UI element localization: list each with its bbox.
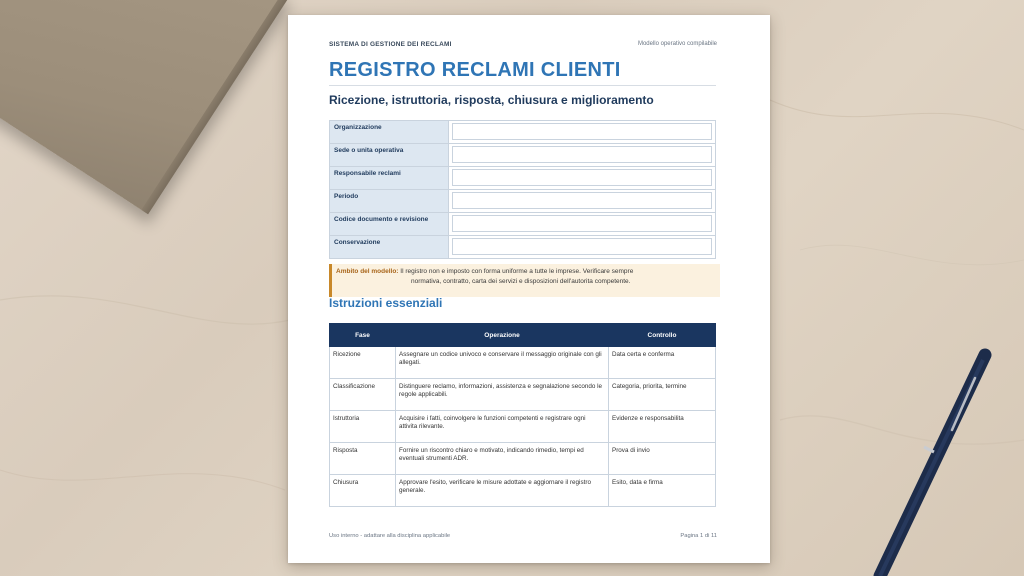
cell-operazione: Acquisire i fatti, coinvolgere le funzioni competenti e registrare ogni attivita rilevante. (396, 411, 609, 443)
form-row (330, 190, 716, 213)
footer-page-number: Pagina 1 di 11 (680, 533, 717, 539)
form-label: Organizzazione (330, 121, 449, 144)
section-title: Istruzioni essenziali (329, 296, 443, 310)
footer-usage-note: Uso interno - adattare alla disciplina applicabile (329, 533, 451, 539)
cell-fase: Chiusura (330, 475, 396, 507)
title-divider (329, 85, 716, 86)
cell-fase: Classificazione (330, 379, 396, 411)
cell-operazione: Fornire un riscontro chiaro e motivato, indicando rimedio, tempi ed eventuali strumenti ADR. (396, 443, 609, 475)
column-header-controllo: Controllo (609, 324, 716, 347)
cell-controllo: Evidenze e responsabilita (609, 411, 716, 443)
notebook-edge (141, 0, 289, 214)
cell-controllo: Prova di invio (609, 443, 716, 475)
document-title: REGISTRO RECLAMI CLIENTI (329, 59, 621, 81)
form-label: Periodo (330, 190, 449, 213)
document-page (288, 15, 770, 563)
table-row (330, 347, 716, 379)
document-subtitle: Ricezione, istruttoria, risposta, chiusura e miglioramento (329, 93, 654, 107)
pen-body (880, 355, 985, 576)
header-system-name: SISTEMA DI GESTIONE DEI RECLAMI (329, 41, 452, 48)
cell-controllo: Data certa e conferma (609, 347, 716, 379)
header-model-type: Modello operativo compilabile (637, 41, 717, 47)
cell-controllo: Esito, data e firma (609, 475, 716, 507)
form-row (330, 121, 716, 144)
conservazione-field[interactable] (452, 238, 712, 255)
table-row (330, 379, 716, 411)
scope-note (329, 264, 720, 297)
form-label: Conservazione (330, 236, 449, 259)
cell-controllo: Categoria, priorita, termine (609, 379, 716, 411)
cell-operazione: Distinguere reclamo, informazioni, assistenza e segnalazione secondo le regole applicabili. (396, 379, 609, 411)
form-label: Responsabile reclami (330, 167, 449, 190)
notebook (0, 0, 290, 214)
note-text-line1: Il registro non e imposto con forma uniforme a tutte le imprese. Verificare sempre (400, 268, 634, 275)
table-row (330, 475, 716, 507)
responsabile-field[interactable] (452, 169, 712, 186)
sede-field[interactable] (452, 146, 712, 163)
form-row (330, 167, 716, 190)
form-row (330, 236, 716, 259)
cell-fase: Risposta (330, 443, 396, 475)
info-form (329, 120, 716, 259)
column-header-fase: Fase (330, 324, 396, 347)
table-row (330, 443, 716, 475)
form-label: Sede o unita operativa (330, 144, 449, 167)
note-label: Ambito del modello: (336, 268, 399, 275)
table-row (330, 411, 716, 443)
form-row (330, 144, 716, 167)
form-row (330, 213, 716, 236)
periodo-field[interactable] (452, 192, 712, 209)
note-text-line2: normativa, contratto, carta dei servizi e disposizioni dell'autorita competente. (411, 277, 631, 285)
form-label: Codice documento e revisione (330, 213, 449, 236)
cell-operazione: Assegnare un codice univoco e conservare il messaggio originale con gli allegati. (396, 347, 609, 379)
cell-operazione: Approvare l'esito, verificare le misure adottate e aggiornare il registro generale. (396, 475, 609, 507)
organizzazione-field[interactable] (452, 123, 712, 140)
cell-fase: Ricezione (330, 347, 396, 379)
table-header-row (330, 324, 716, 347)
column-header-operazione: Operazione (396, 324, 609, 347)
cell-fase: Istruttoria (330, 411, 396, 443)
instructions-table (329, 323, 716, 507)
codice-documento-field[interactable] (452, 215, 712, 232)
